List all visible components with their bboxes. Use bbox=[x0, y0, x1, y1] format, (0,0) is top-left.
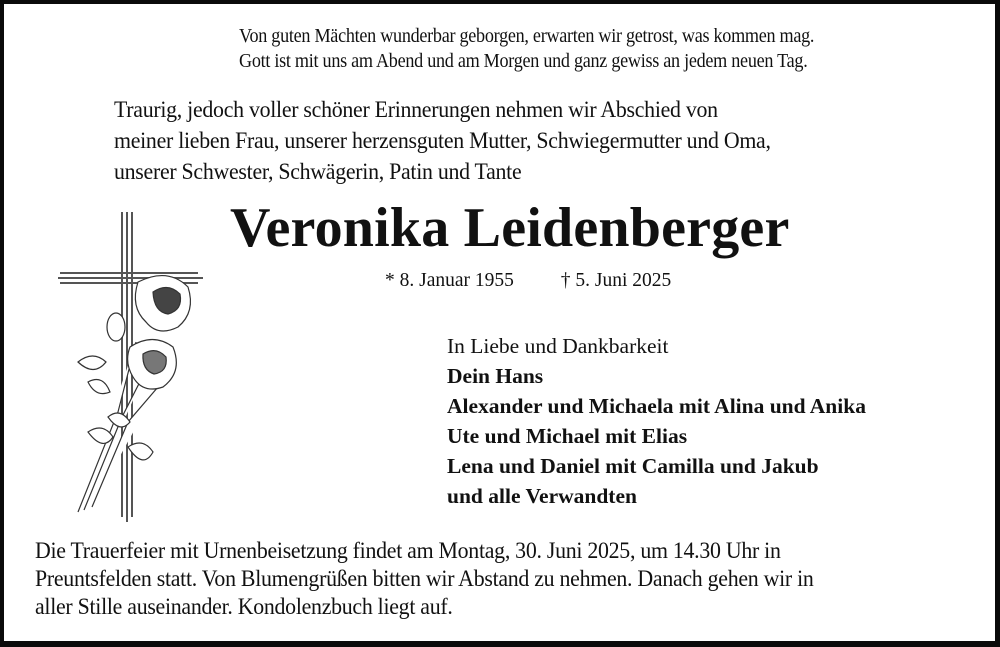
ceremony-line: Preuntsfelden statt. Von Blumengrüßen bitten wir Abstand zu nehmen. Danach gehen wir in bbox=[35, 566, 814, 592]
ceremony-line: aller Stille auseinander. Kondolenzbuch liegt auf. bbox=[35, 594, 453, 620]
ceremony-line: Die Trauerfeier mit Urnenbeisetzung findet am Montag, 30. Juni 2025, um 14.30 Uhr in bbox=[35, 538, 781, 564]
death-date: † 5. Juni 2025 bbox=[560, 270, 672, 291]
intro-line: Traurig, jedoch voller schöner Erinnerungen nehmen wir Abschied von bbox=[114, 97, 718, 123]
family-member: Alexander und Michaela mit Alina und Anika bbox=[447, 394, 866, 418]
family-member: Lena und Daniel mit Camilla und Jakub bbox=[447, 454, 819, 478]
intro-text bbox=[114, 95, 771, 188]
family-lead: In Liebe und Dankbarkeit bbox=[447, 334, 669, 358]
life-dates bbox=[385, 269, 671, 293]
intro-line: unserer Schwester, Schwägerin, Patin und Tante bbox=[114, 159, 522, 185]
family-signatures bbox=[447, 331, 866, 511]
family-member: und alle Verwandten bbox=[447, 484, 637, 508]
intro-line: meiner lieben Frau, unserer herzensguten Mutter, Schwiegermutter und Oma, bbox=[114, 128, 771, 154]
motto-line: Gott ist mit uns am Abend und am Morgen und ganz gewiss an jedem neuen Tag. bbox=[239, 51, 808, 72]
motto-line: Von guten Mächten wunderbar geborgen, erwarten wir getrost, was kommen mag. bbox=[239, 26, 815, 47]
family-member: Ute und Michael mit Elias bbox=[447, 424, 688, 448]
motto-verse bbox=[239, 24, 814, 74]
family-member: Dein Hans bbox=[447, 364, 544, 388]
deceased-name: Veronika Leidenberger bbox=[230, 197, 790, 259]
ceremony-info bbox=[35, 537, 814, 621]
cross-with-roses-icon bbox=[58, 212, 203, 522]
birth-date: * 8. Januar 1955 bbox=[385, 270, 514, 291]
